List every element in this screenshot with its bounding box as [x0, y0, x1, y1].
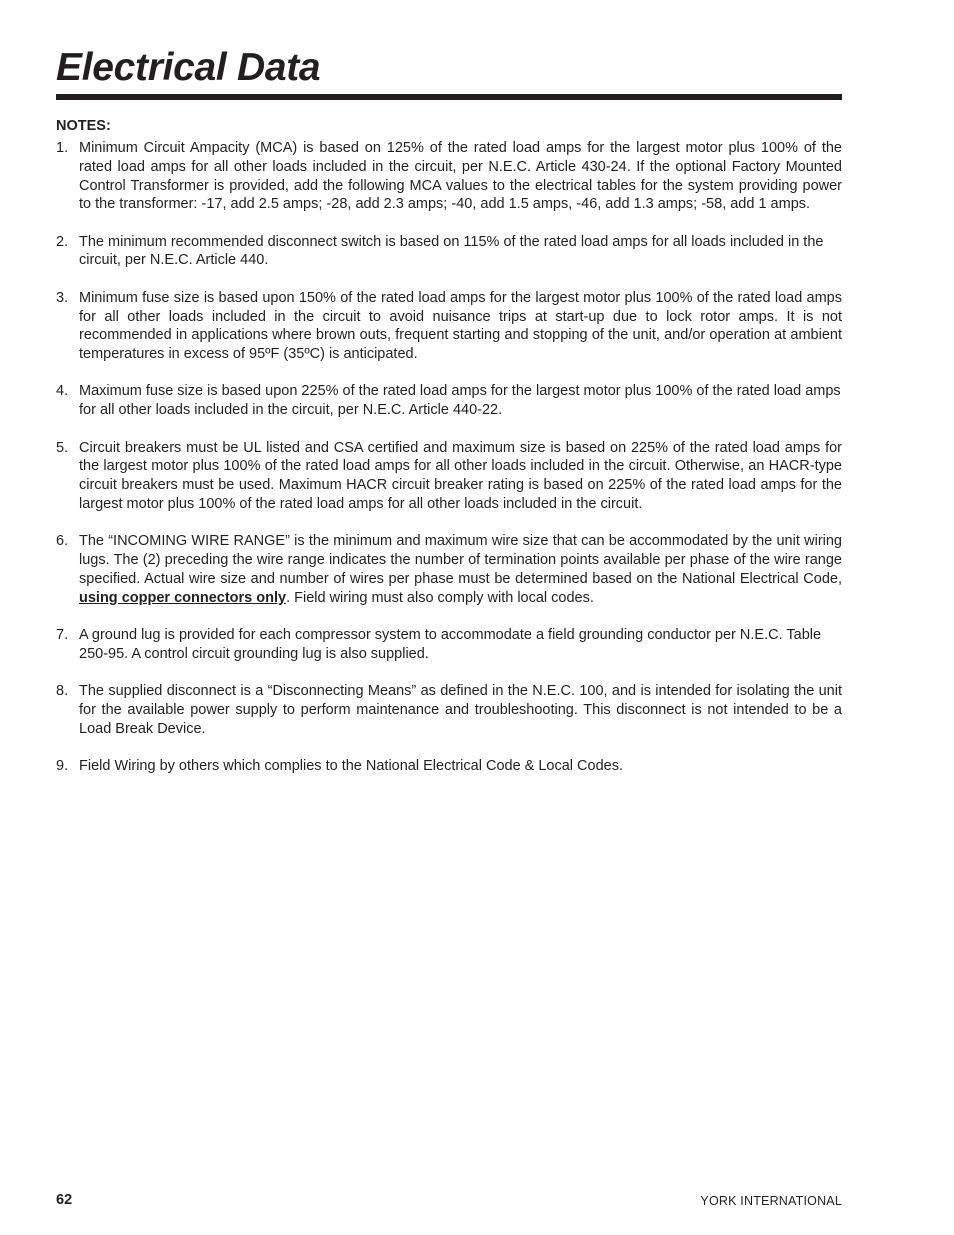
note-text-part: . Field wiring must also comply with local codes.: [286, 589, 594, 606]
note-text-part: The “INCOMING WIRE RANGE” is the minimum and maximum wire size that can be accommodated by the unit wiring lugs. The (2) preceding the wire range indicates the number of termination points available per phase of the wire range specified. Actual wire size and number of wires per phase must be determined based on the National Electrical Code,: [79, 533, 842, 587]
note-text: Circuit breakers must be UL listed and CSA certified and maximum size is based on 225% of the rated load amps for the largest motor plus 100% of the rated load amps for all other loads included in the circuit. Otherwise, an HACR-type circuit breakers must be used. Maximum HACR circuit breaker rating is based on 225% of the rated load amps for the largest motor plus 100% of the rated load amps for all other loads included in the circuit.: [79, 439, 842, 512]
notes-list: [56, 139, 842, 794]
note-item: [56, 139, 842, 214]
note-number: 8.: [56, 683, 69, 700]
page-title: Electrical Data: [56, 46, 321, 89]
note-text: Maximum fuse size is based upon 225% of the rated load amps for the largest motor plus 100% of the rated load amps for all other loads included in the circuit, per N.E.C. Article 440-22.: [79, 383, 841, 419]
note-text: A ground lug is provided for each compressor system to accommodate a field grounding conductor per N.E.C. Table 250-95. A control circuit grounding lug is also supplied.: [79, 626, 822, 662]
note-number: 2.: [56, 233, 69, 250]
note-text: [79, 532, 842, 607]
note-number: 1.: [56, 140, 69, 156]
note-item: [56, 682, 842, 738]
note-number: 7.: [56, 626, 69, 643]
note-text: Minimum fuse size is based upon 150% of the rated load amps for the largest motor plus 100% of the rated load amps for all other loads included in the circuit to avoid nuisance trips at start-up due to lock rotor amps. It is not recommended in applications where brown outs, frequent starting and stopping of the unit, and/or operation at ambient temperatures in excess of 95ºF (35ºC) is anticipated.: [79, 289, 842, 363]
title-rule: [56, 94, 842, 100]
note-number: 9.: [56, 757, 69, 774]
copper-connectors-emphasis: using copper connectors only: [79, 589, 287, 606]
note-text: The minimum recommended disconnect switch is based on 115% of the rated load amps for all loads included in the circuit, per N.E.C. Article 440.: [79, 233, 824, 269]
footer-company-name: YORK INTERNATIONAL: [700, 1194, 842, 1208]
page-number: 62: [56, 1192, 73, 1208]
note-item: [56, 289, 842, 364]
note-item: [56, 626, 842, 664]
note-number: 3.: [56, 289, 69, 306]
note-item: [56, 233, 842, 271]
note-item: [56, 439, 842, 514]
note-number: 6.: [56, 533, 69, 550]
note-number: 5.: [56, 439, 69, 456]
note-item: [56, 757, 842, 776]
note-item: [56, 532, 842, 607]
notes-heading: NOTES:: [56, 118, 111, 134]
note-text: Field Wiring by others which complies to the National Electrical Code & Local Codes.: [79, 757, 623, 774]
note-item: [56, 382, 842, 420]
note-text: Minimum Circuit Ampacity (MCA) is based on 125% of the rated load amps for the largest motor plus 100% of the rated load amps for all other loads included in the circuit, per N.E.C. Article 430-24. If the optional Factory Mounted Control Transformer is provided, add the following MCA values to the electrical tables for the system providing power to the transformer: -17, add 2.5 amps; -28, add 2.3 amps; -40, add 1.5 amps, -46, add 1.3 amps; -58, add 1 amps.: [79, 140, 842, 213]
note-number: 4.: [56, 383, 69, 400]
note-text: The supplied disconnect is a “Disconnecting Means” as defined in the N.E.C. 100, and is intended for isolating the unit for the available power supply to perform maintenance and troubleshooting. This disconnect is not intended to be a Load Break Device.: [79, 683, 842, 737]
